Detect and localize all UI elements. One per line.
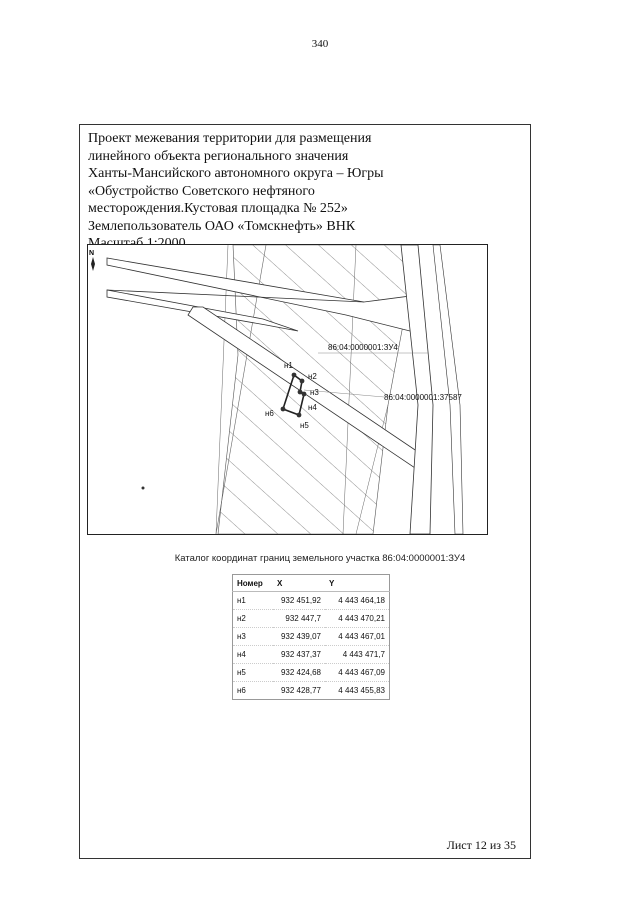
table-row — [233, 682, 390, 700]
point-n2 — [300, 379, 305, 384]
catalog-title: Каталог координат границ земельного участка 86:04:0000001:ЗУ4 — [174, 553, 466, 564]
point-label-n3: н3 — [310, 388, 319, 397]
title-line: «Обустройство Советского нефтяного — [88, 183, 315, 199]
point-n5 — [297, 413, 302, 418]
table-header-row — [233, 575, 390, 592]
title-line: Проект межевания территории для размещения — [88, 131, 372, 146]
point-label-n2: н2 — [308, 372, 317, 381]
title-line: Землепользователь ОАО «Томскнефть» ВНК — [88, 218, 356, 234]
cell-number: н1 — [233, 592, 274, 610]
cell-x: 932 437,37 — [273, 646, 325, 664]
point-n1 — [292, 373, 297, 378]
cell-y: 4 443 471,7 — [325, 646, 390, 664]
point-label-n5: н5 — [300, 421, 309, 430]
table-row — [233, 592, 390, 610]
cell-x: 932 439,07 — [273, 628, 325, 646]
table-row — [233, 628, 390, 646]
title-line: месторождения.Кустовая площадка № 252» — [88, 201, 348, 216]
map-svg — [88, 245, 487, 534]
point-label-n4: н4 — [308, 403, 317, 412]
point-label-n6: н6 — [265, 409, 274, 418]
cell-number: н5 — [233, 664, 274, 682]
map-drawing — [87, 244, 488, 535]
sheet-number: Лист 12 из 35 — [446, 838, 516, 852]
cell-x: 932 447,7 — [273, 610, 325, 628]
north-arrow-icon — [89, 248, 97, 272]
header-x: X — [273, 575, 325, 592]
cell-y: 4 443 467,01 — [325, 628, 390, 646]
point-label-n1: н1 — [284, 361, 293, 370]
cell-number: н3 — [233, 628, 274, 646]
title-line: Ханты-Мансийского автономного округа – Югры — [88, 166, 384, 181]
header-number: Номер — [233, 575, 274, 592]
cell-y: 4 443 470,21 — [325, 610, 390, 628]
table-row — [233, 646, 390, 664]
parcel-label-zu4: 86:04:0000001:ЗУ4 — [328, 343, 398, 352]
cell-y: 4 443 467,09 — [325, 664, 390, 682]
header-y: Y — [325, 575, 390, 592]
cell-y: 4 443 455,83 — [325, 682, 390, 700]
point-n4 — [302, 392, 307, 397]
table-row — [233, 610, 390, 628]
page-number: 340 — [311, 38, 329, 50]
cell-x: 932 424,68 — [273, 664, 325, 682]
north-label: N — [89, 250, 95, 257]
vertical-road-edge — [433, 245, 463, 534]
cell-number: н4 — [233, 646, 274, 664]
parcel-label-37587: 86:04:0000001:37587 — [384, 393, 462, 402]
table-row — [233, 664, 390, 682]
cell-x: 932 428,77 — [273, 682, 325, 700]
coordinates-table — [232, 574, 390, 700]
point-n6 — [281, 407, 286, 412]
title-block — [88, 130, 418, 253]
cell-x: 932 451,92 — [273, 592, 325, 610]
title-line: линейного объекта регионального значения — [88, 148, 349, 164]
cell-number: н2 — [233, 610, 274, 628]
vertical-road — [401, 245, 433, 534]
cell-y: 4 443 464,18 — [325, 592, 390, 610]
map-dot — [142, 487, 145, 490]
cell-number: н6 — [233, 682, 274, 700]
